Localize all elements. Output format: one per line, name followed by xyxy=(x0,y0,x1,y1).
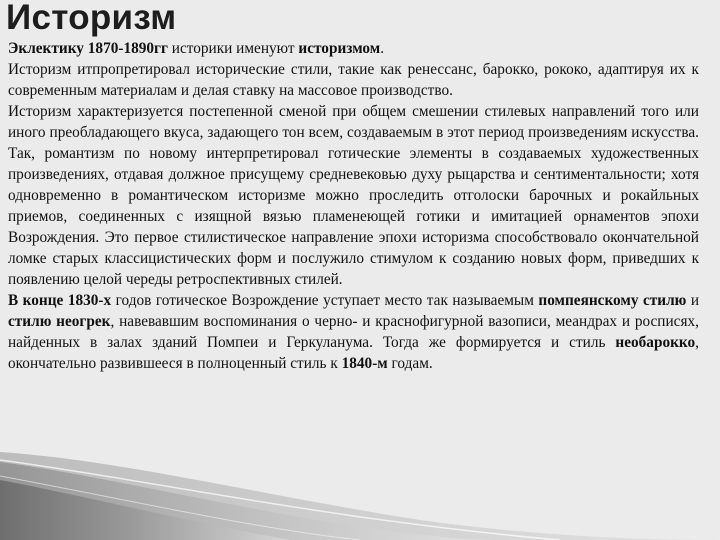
term-neobaroque: необарокко xyxy=(615,334,696,351)
decorative-swoosh xyxy=(0,440,720,540)
paragraph-text: , окончательно развившееся в полноценный стиль к xyxy=(8,334,699,372)
paragraph-text: , навевавшим воспоминания о черно- и краснофигурной вазописи, меандрах и росписях, найденных в залах зданий Помпеи и Геркуланума. Тогда же формируется и стиль xyxy=(8,313,699,351)
paragraph-interpretation: Историзм итпропретировал исторические стили, такие как ренессанс, барокко, рококо, адаптируя их к современным материалам и делая ставку на массовое производство. xyxy=(8,61,699,99)
term-pompeian-style: помпеянскому стилю xyxy=(538,292,687,309)
paragraph-1830s xyxy=(8,290,699,374)
paragraph-text: годов готическое Возрождение уступает место так называемым xyxy=(111,292,539,309)
term-historicism: историзмом xyxy=(298,40,381,57)
paragraph-text: историки именуют xyxy=(167,40,299,57)
paragraph-text: и xyxy=(686,292,700,309)
term-1840s: 1840-м xyxy=(341,355,388,372)
body-text xyxy=(8,38,699,374)
term-neogrec-style: стилю неогрек xyxy=(8,313,111,330)
paragraph-text: . xyxy=(380,40,385,57)
slide-title: Историзм xyxy=(6,0,177,37)
paragraph-text: годам. xyxy=(387,355,433,372)
term-1830s: В конце 1830-х xyxy=(8,292,112,309)
paragraph-eclecticism xyxy=(8,38,699,59)
term-eclecticism: Эклектику 1870-1890гг xyxy=(8,40,168,57)
paragraph-characteristics: Историзм характеризуется постепенной сменой при общем смешении стилевых направлений того или иного преобладающего вкуса, задающего тон всем, создаваемым в этот период произведениям искусства. Так, романтизм по новому интерпретировал готические элементы в создаваемых художественных произведениях, отдавая должное присущему средневековью духу рыцарства и сентиментальности; хотя одновременно в романтическом историзме можно проследить отголоски барочных и рокайльных приемов, соединенных с изящной вязью пламенеющей готики и имитацией орнаментов эпохи Возрождения. Это первое стилистическое направление эпохи историзма способствовало окончательной ломке старых классицистических форм и послужило стимулом к созданию новых форм, приведших к появлению целой череды ретроспективных стилей. xyxy=(8,103,699,288)
